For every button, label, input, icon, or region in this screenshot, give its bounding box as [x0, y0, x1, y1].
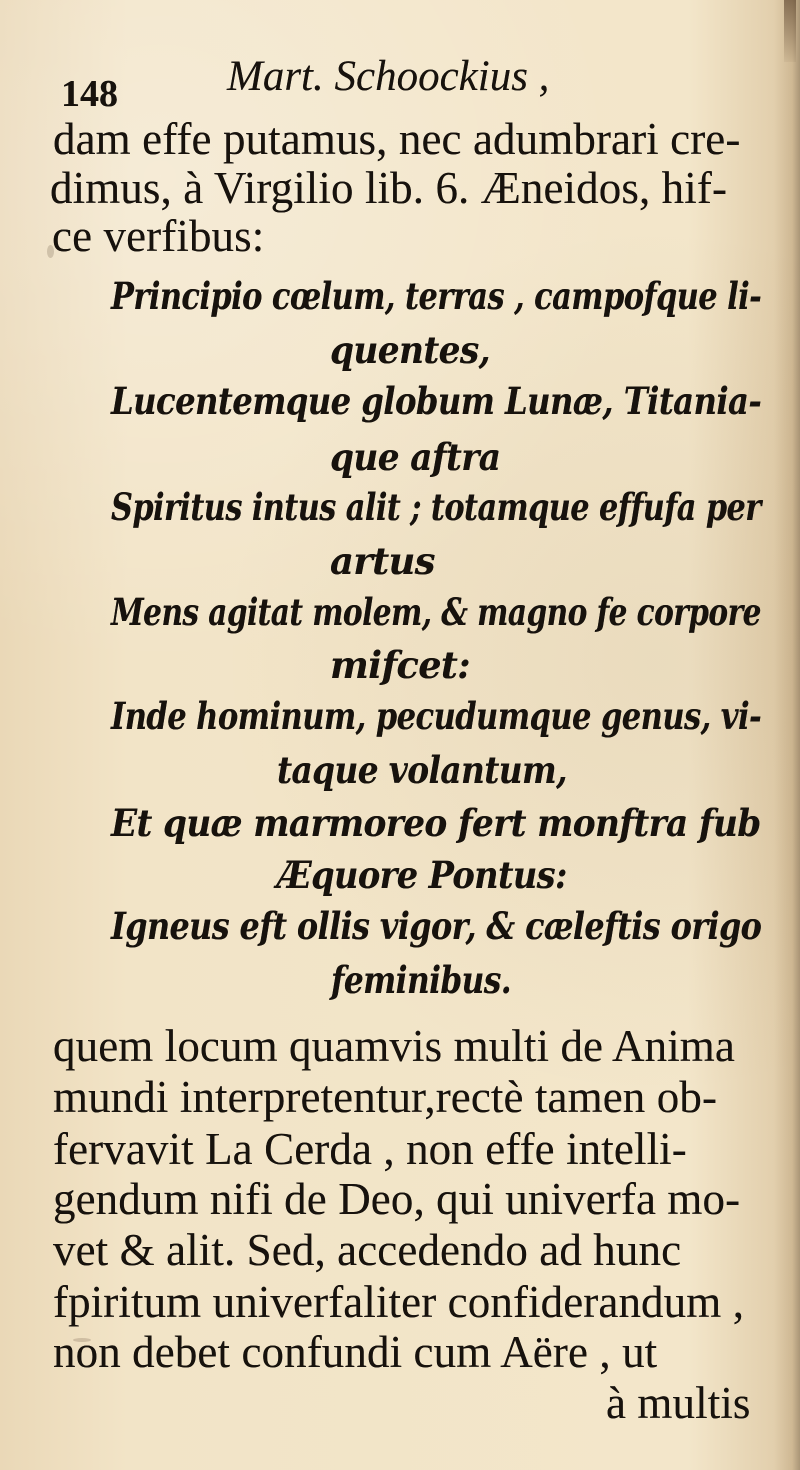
quotation-line: Inde hominum, pecudumque genus, vi-: [111, 694, 762, 738]
quotation-line: Principio cœlum, terras , campofque li-: [111, 274, 762, 318]
quotation-line: que aftra: [330, 435, 501, 479]
catchword: à multis: [606, 1378, 751, 1428]
ink-flaw: [47, 245, 54, 258]
quotation-line: Æquore Pontus:: [277, 853, 567, 897]
quotation-line: Lucentemque globum Lunæ, Titania-: [111, 379, 762, 423]
quotation-line: Et quæ marmoreo fert monftra fub: [111, 801, 761, 845]
body-text-line: vet & alit. Sed, accedendo ad hunc: [53, 1225, 682, 1275]
quotation-line: artus: [330, 539, 435, 583]
page-edge-mark: [784, 0, 796, 62]
page-right-edge-shadow: [774, 0, 800, 1470]
body-text-line: gendum nifi de Deo, qui univerfa mo-: [53, 1174, 741, 1224]
body-text-line: fervavit La Cerda , non effe intelli-: [53, 1124, 687, 1174]
text-line: ce verfibus:: [52, 211, 265, 261]
text-line: dimus, à Virgilio lib. 6. Æneidos, hif-: [50, 163, 728, 213]
page-number: 148: [61, 73, 118, 115]
quotation-line: Mens agitat molem, & magno fe corpore: [111, 590, 761, 634]
quotation-line: feminibus.: [331, 958, 512, 1002]
body-text-line: mundi interpretentur,rectè tamen ob-: [53, 1072, 718, 1122]
text-line: dam effe putamus, nec adumbrari cre-: [53, 114, 741, 164]
body-text-line: non debet confundi cum Aëre , ut: [53, 1327, 658, 1377]
body-text-line: fpiritum univerfaliter confiderandum ,: [53, 1277, 745, 1327]
quotation-line: mifcet:: [330, 643, 471, 687]
running-head: Mart. Schoockius ,: [227, 53, 550, 100]
ink-flaw: [73, 1338, 91, 1342]
quotation-line: quentes,: [330, 328, 490, 372]
quotation-line: Spiritus intus alit ; totamque effufa per: [111, 485, 761, 529]
quotation-line: taque volantum,: [277, 748, 567, 792]
quotation-line: Igneus eft ollis vigor, & cæleftis origo: [111, 904, 762, 948]
body-text-line: quem locum quamvis multi de Anima: [53, 1021, 735, 1071]
